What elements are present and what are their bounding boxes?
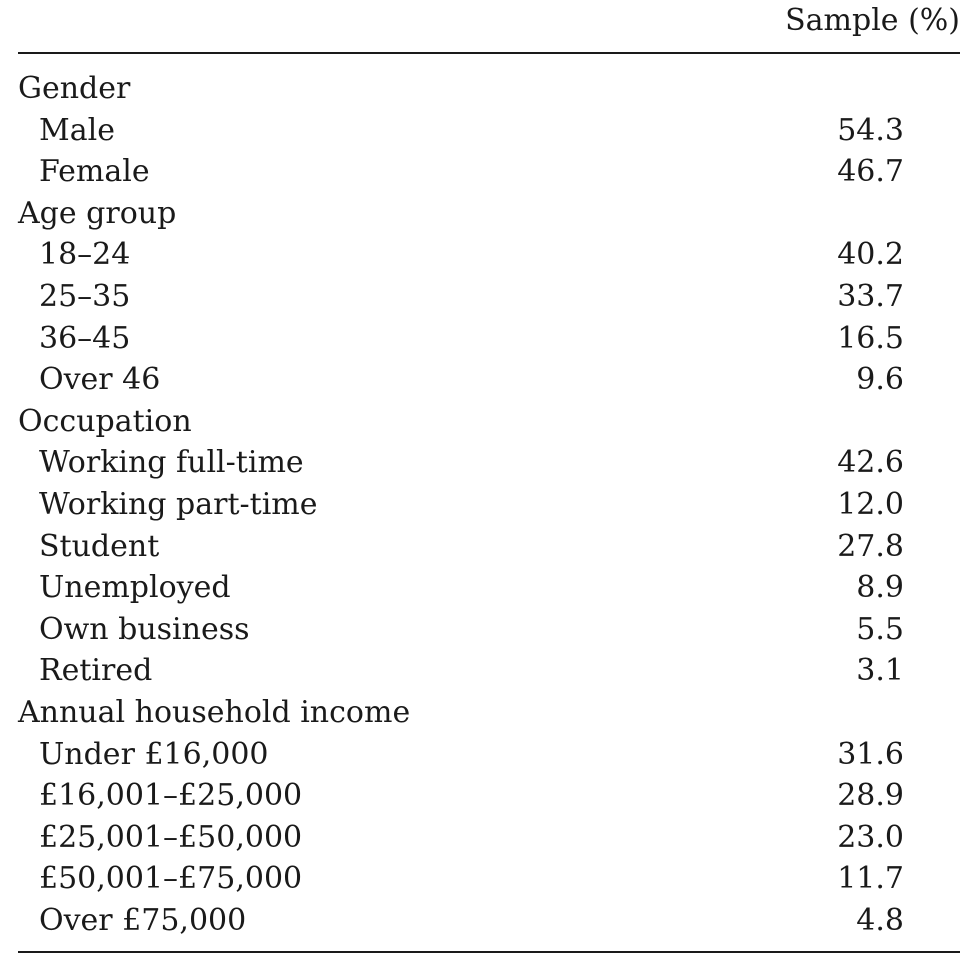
row-value: 5.5 (856, 611, 904, 647)
row-value: 54.3 (837, 112, 904, 148)
row-label: Under £16,000 (39, 736, 269, 772)
row-label: 18–24 (39, 237, 131, 273)
table-row (18, 110, 960, 152)
row-label: Own business (39, 611, 250, 647)
column-header-sample-percent: Sample (%) (785, 3, 960, 38)
row-value: 42.6 (837, 445, 904, 481)
row-value: 46.7 (837, 154, 904, 190)
table-row (18, 650, 960, 692)
column-header-row (18, 0, 960, 50)
row-value: 8.9 (856, 570, 904, 606)
row-label: Over 46 (39, 362, 161, 398)
table-row (18, 567, 960, 609)
table-row (18, 900, 960, 942)
row-label: Working full-time (39, 445, 304, 481)
row-label: Female (39, 154, 150, 190)
row-value: 27.8 (837, 528, 904, 564)
table-row (18, 858, 960, 900)
table-row (18, 442, 960, 484)
row-value: 9.6 (856, 362, 904, 398)
group-heading-gender: Gender (18, 71, 131, 106)
group-heading-annual-household-income: Annual household income (18, 694, 411, 730)
group-heading-occupation: Occupation (18, 403, 192, 439)
row-label: Male (39, 112, 115, 148)
row-value: 12.0 (837, 486, 904, 522)
row-label: £16,001–£25,000 (39, 778, 303, 814)
row-value: 28.9 (837, 778, 904, 814)
row-value: 16.5 (837, 320, 904, 356)
table-row (18, 276, 960, 318)
row-value: 31.6 (837, 736, 904, 772)
table-row (18, 734, 960, 776)
row-label: 36–45 (39, 320, 131, 356)
demographics-table (18, 0, 960, 953)
row-label: Working part-time (39, 486, 318, 522)
table-row (18, 318, 960, 360)
table-row (18, 359, 960, 401)
row-label: £25,001–£50,000 (39, 819, 303, 855)
table-row (18, 775, 960, 817)
table-row (18, 151, 960, 193)
row-label: Unemployed (39, 570, 231, 606)
row-value: 33.7 (837, 278, 904, 314)
row-label: £50,001–£75,000 (39, 861, 303, 897)
table-row (18, 609, 960, 651)
table-row (18, 526, 960, 568)
table-row (18, 234, 960, 276)
row-value: 40.2 (837, 237, 904, 273)
row-value: 3.1 (856, 653, 904, 689)
row-value: 4.8 (856, 902, 904, 938)
table-body (18, 54, 960, 951)
group-heading-age-group: Age group (18, 195, 177, 231)
row-value: 11.7 (837, 861, 904, 897)
row-label: Over £75,000 (39, 902, 247, 938)
row-label: 25–35 (39, 278, 131, 314)
row-label: Student (39, 528, 160, 564)
row-label: Retired (39, 653, 153, 689)
table-row (18, 817, 960, 859)
row-value: 23.0 (837, 819, 904, 855)
table-row (18, 484, 960, 526)
